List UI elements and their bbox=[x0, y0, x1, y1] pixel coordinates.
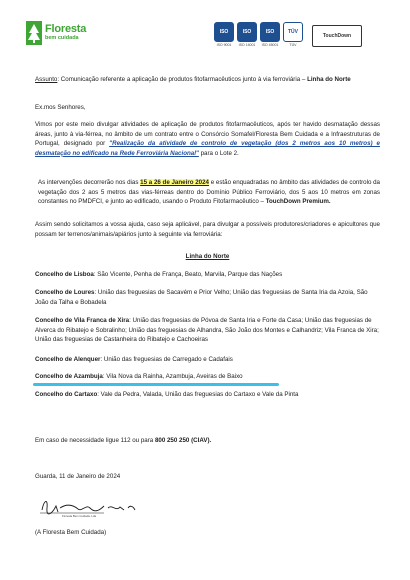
cert-badge bbox=[260, 22, 280, 47]
paragraph-interventions bbox=[38, 178, 380, 207]
cert-label: ISO 14001 bbox=[238, 43, 256, 47]
municipality-name: Concelho de Alenquer bbox=[35, 356, 101, 363]
intro-text: Vimos por este meio divulgar atividades de aplicação de produtos fitofarmacêuticos, após ter havido desmatação dessas áreas, junto à via-férrea, no âmbito de um contrato entre o Consórcio Somafel/Floresta Bem Cuidada e a Infraestruturas de Portugal, designado por bbox=[35, 121, 380, 148]
intervention-dates: 15 a 26 de Janeiro 2024 bbox=[140, 179, 209, 186]
closing-company: (A Floresta Bem Cuidada) bbox=[35, 529, 107, 536]
municipality-name: Concelho de Azambuja bbox=[35, 373, 103, 380]
cert-code: ISO bbox=[214, 22, 234, 42]
municipality-name: Concelho do Cartaxo bbox=[35, 391, 98, 398]
highlight-marker bbox=[33, 383, 279, 386]
municipality-alenquer bbox=[35, 355, 380, 365]
signature-caption: Floresta Bem Cuidada, Lda bbox=[62, 514, 97, 518]
municipality-azambuja bbox=[35, 372, 380, 382]
municipality-name: Concelho de Loures bbox=[35, 289, 95, 296]
subject-line bbox=[35, 75, 380, 85]
cert-badge bbox=[237, 22, 257, 47]
cert-label: ISO 9001 bbox=[216, 43, 232, 47]
subject-label: Assunto bbox=[35, 76, 58, 83]
interventions-text: As intervenções decorrerão nos dias bbox=[38, 179, 141, 186]
municipality-cartaxo bbox=[35, 390, 380, 400]
cert-code: ISO bbox=[237, 22, 257, 42]
cert-label: TÜV bbox=[289, 43, 297, 47]
municipality-name: Concelho de Lisboa bbox=[35, 271, 94, 278]
municipality-places: : União das freguesias de Póvoa de Santa Iria e Forte da Casa; União das freguesias de Alverca do Ribatejo e Sobralinho; União das freguesias de Alhandra, São João dos Montes e Calhandriz; Vila Franca de Xira; União das freguesias de Castanheira do Ribatejo e Cachoeiras bbox=[35, 317, 379, 344]
cert-code: ISO bbox=[260, 22, 280, 42]
logo-tagline: bem cuidada bbox=[45, 35, 79, 42]
salutation: Ex.mos Senhores, bbox=[35, 104, 86, 111]
subject-line-name: Linha do Norte bbox=[307, 76, 351, 83]
subject-text: : Comunicação referente a aplicação de produtos fitofarmacêuticos junto à via ferroviária – bbox=[57, 76, 308, 83]
touchdown-logo: TouchDown bbox=[312, 25, 362, 47]
intro-lot: para o Lote 2. bbox=[198, 149, 239, 157]
logo-name: Floresta bbox=[45, 23, 87, 36]
municipality-places: : Vale da Pedra, Valada, União das freguesias do Cartaxo e Vale da Pinta bbox=[97, 391, 299, 398]
cert-badge bbox=[214, 22, 234, 47]
municipality-loures bbox=[35, 288, 380, 307]
contract-title: "Realização da atividade de controlo de vegetação (dos 2 metros aos 10 metros) e desmatação no edificado na Rede Ferroviária Nacional" bbox=[35, 140, 380, 157]
municipality-vila-franca bbox=[35, 316, 380, 345]
municipality-lisboa bbox=[35, 270, 380, 280]
municipality-places: : Vila Nova da Rainha, Azambuja, Aveiras de Baixo bbox=[102, 373, 243, 380]
tree-logo-icon bbox=[26, 21, 42, 45]
emergency-contact bbox=[35, 436, 380, 446]
contact-text: Em caso de necessidade ligue 112 ou para bbox=[35, 437, 155, 444]
municipality-name: Concelho de Vila Franca de Xira bbox=[35, 317, 130, 324]
line-title bbox=[35, 252, 380, 262]
place-date: Guarda, 11 de Janeiro de 2024 bbox=[35, 473, 121, 480]
ciav-number: 800 250 250 (CIAV). bbox=[154, 437, 212, 444]
municipality-places: : União das freguesias de Carregado e Cadafais bbox=[100, 356, 233, 363]
floresta-logo bbox=[26, 18, 86, 48]
cert-label: ISO 45001 bbox=[261, 43, 279, 47]
cert-badge bbox=[283, 22, 303, 47]
product-name: TouchDown Premium. bbox=[265, 198, 331, 206]
line-title-text: Linha do Norte bbox=[185, 253, 230, 260]
municipality-places: : União das freguesias de Sacavém e Prior Velho; União das freguesias de Santa Iria da Azoia, São João da Talha e Bobadela bbox=[35, 289, 368, 306]
cert-code: TÜV bbox=[283, 22, 303, 42]
interventions-scope: e estão enquadradas no âmbito das atividades de controlo da vegetação dos 2 aos 5 metros das vias-férreas dentro do Domínio Público Ferroviário, dos 5 aos 10 metros em zonas constantes no PMDFCI, e junto ao edificado, usando o Produto Fitofarmacêutico – bbox=[38, 179, 381, 206]
certification-badges bbox=[214, 22, 362, 47]
paragraph-request: Assim sendo solicitamos a vossa ajuda, caso seja aplicável, para divulgar a possíveis produtores/criadores e apicultores que possam ter terrenos/animais/apiários junto à seguinte via ferroviária: bbox=[35, 221, 380, 238]
paragraph-intro bbox=[35, 120, 380, 158]
municipality-places: : São Vicente, Penha de França, Beato, Marvila, Parque das Nações bbox=[93, 271, 283, 278]
